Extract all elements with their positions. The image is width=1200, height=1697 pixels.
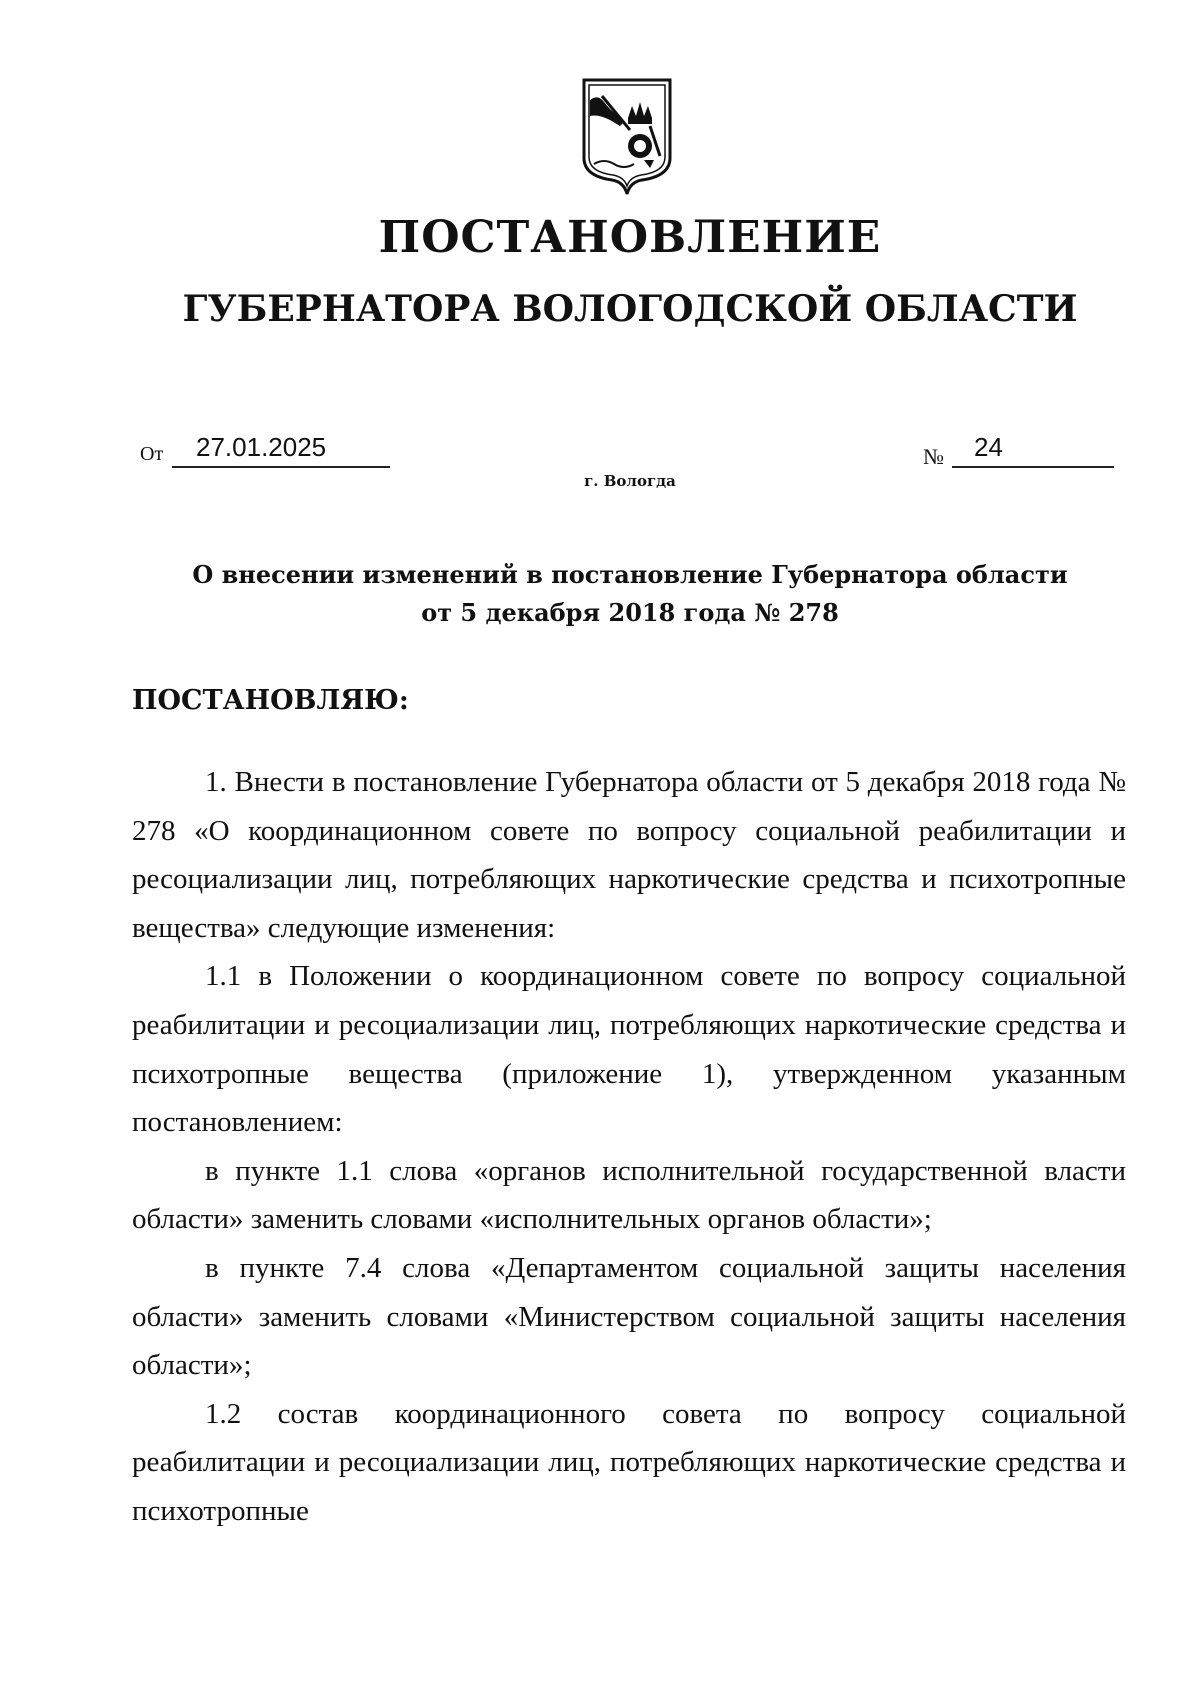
date-prefix: От [140, 443, 164, 465]
document-number: 24 [952, 430, 1114, 468]
document-body [132, 758, 1126, 1536]
number-prefix: № [923, 444, 944, 469]
vologda-coat-of-arms-icon [580, 76, 674, 196]
document-title: ПОСТАНОВЛЕНИЕ [378, 212, 882, 263]
city-label: г. Вологда [584, 472, 676, 490]
subject-line-2: от 5 декабря 2018 года № 278 [421, 598, 839, 627]
document-subject [0, 556, 1200, 632]
paragraph-point-7-4: в пункте 7.4 слова «Департаментом социальной защиты населения области» заменить словами «Министерством социальной защиты населения области»; [132, 1251, 1126, 1382]
paragraph-point-1-1: в пункте 1.1 слова «органов исполнительной государственной власти области» заменить словами «исполнительных органов области»; [132, 1154, 1126, 1236]
subject-line-1: О внесении изменений в постановление Губернатора области [192, 560, 1068, 589]
document-date: 27.01.2025 [172, 430, 390, 468]
issuer-title: ГУБЕРНАТОРА ВОЛОГОДСКОЙ ОБЛАСТИ [182, 288, 1078, 330]
paragraph-1-2: 1.2 состав координационного совета по вопросу социальной реабилитации и ресоциализации лиц, потребляющих наркотические средства и психотропные [132, 1397, 1126, 1527]
paragraph-1-1: 1.1 в Положении о координационном совете по вопросу социальной реабилитации и ресоциализации лиц, потребляющих наркотические средства и психотропные вещества (приложение 1), утвержденном указанным постановлением: [132, 960, 1126, 1139]
decree-heading: ПОСТАНОВЛЯЮ: [132, 685, 409, 716]
paragraph-1: 1. Внести в постановление Губернатора области от 5 декабря 2018 года № 278 «О координационном совете по вопросу социальной реабилитации и ресоциализации лиц, потребляющих наркотические средства и психотропные вещества» следующие изменения: [132, 766, 1126, 944]
